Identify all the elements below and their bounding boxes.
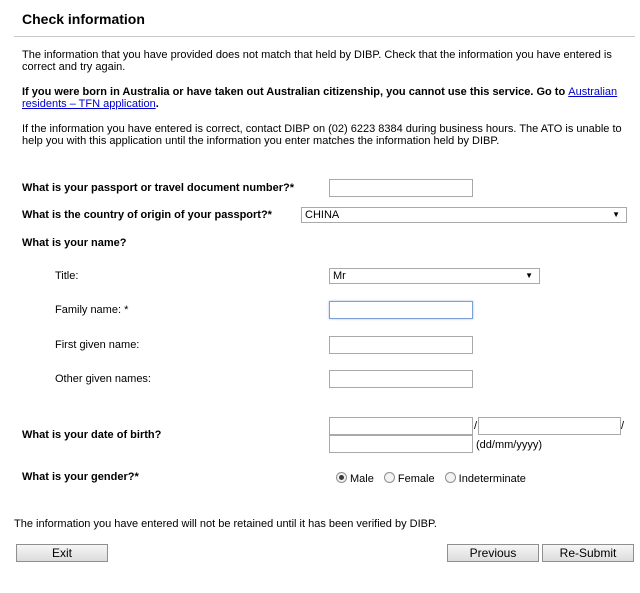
australian-residents-link[interactable]: Australian residents – TFN application	[22, 86, 618, 110]
radio-indeterminate[interactable]	[445, 472, 456, 483]
title-select-value: Mr	[333, 270, 346, 282]
gender-option-male[interactable]	[336, 473, 374, 485]
country-select[interactable]	[301, 207, 627, 223]
contact-notice: If the information you have entered is correct, contact DIBP on (02) 6223 8384 during business hours. The ATO is unable to help you with this application until the information you enter matches the information held by DIBP.	[22, 123, 622, 147]
title-label: Title:	[55, 270, 79, 282]
passport-input[interactable]	[329, 179, 473, 197]
retention-notice: The information you have entered will not be retained until it has been verified by DIBP.	[14, 518, 437, 530]
name-label: What is your name?	[22, 237, 127, 249]
citizenship-notice	[22, 86, 628, 110]
resubmit-button[interactable]: Re-Submit	[542, 544, 634, 562]
gender-radio-group	[336, 472, 533, 485]
gender-option-indeterminate[interactable]	[445, 473, 526, 485]
radio-male[interactable]	[336, 472, 347, 483]
gender-option-label: Female	[397, 473, 435, 485]
exit-button[interactable]: Exit	[16, 544, 108, 562]
gender-label: What is your gender?*	[22, 471, 139, 483]
first-given-name-input[interactable]	[329, 336, 473, 354]
family-name-input[interactable]	[329, 301, 473, 319]
radio-female[interactable]	[384, 472, 395, 483]
other-given-names-label: Other given names:	[55, 373, 151, 385]
chevron-down-icon: ▼	[525, 271, 533, 280]
country-select-value: CHINA	[305, 209, 340, 221]
passport-label: What is your passport or travel document number?*	[22, 182, 294, 194]
citizenship-notice-text: If you were born in Australia or have taken out Australian citizenship, you cannot use this service. Go to	[22, 86, 569, 98]
title-select[interactable]	[329, 268, 540, 284]
dob-day-input[interactable]	[329, 417, 473, 435]
gender-option-female[interactable]	[384, 473, 435, 485]
dob-format-hint: (dd/mm/yyyy)	[476, 439, 542, 451]
mismatch-notice: The information that you have provided does not match that held by DIBP. Check that the information you have entered is correct and try again.	[22, 49, 612, 73]
gender-option-label: Male	[350, 473, 374, 485]
country-label: What is the country of origin of your passport?*	[22, 209, 272, 221]
other-given-names-input[interactable]	[329, 370, 473, 388]
page-title: Check information	[22, 11, 145, 27]
first-given-name-label: First given name:	[55, 339, 140, 351]
dob-separator: /	[474, 420, 478, 432]
dob-year-input[interactable]	[329, 435, 473, 453]
family-name-label: Family name: *	[55, 304, 129, 316]
title-divider	[14, 36, 635, 37]
dob-label: What is your date of birth?	[22, 429, 162, 441]
citizenship-notice-end: .	[155, 98, 159, 110]
previous-button[interactable]: Previous	[447, 544, 539, 562]
dob-separator: /	[621, 420, 625, 432]
dob-month-input[interactable]	[478, 417, 621, 435]
gender-option-label: Indeterminate	[458, 473, 526, 485]
chevron-down-icon: ▼	[612, 210, 620, 219]
